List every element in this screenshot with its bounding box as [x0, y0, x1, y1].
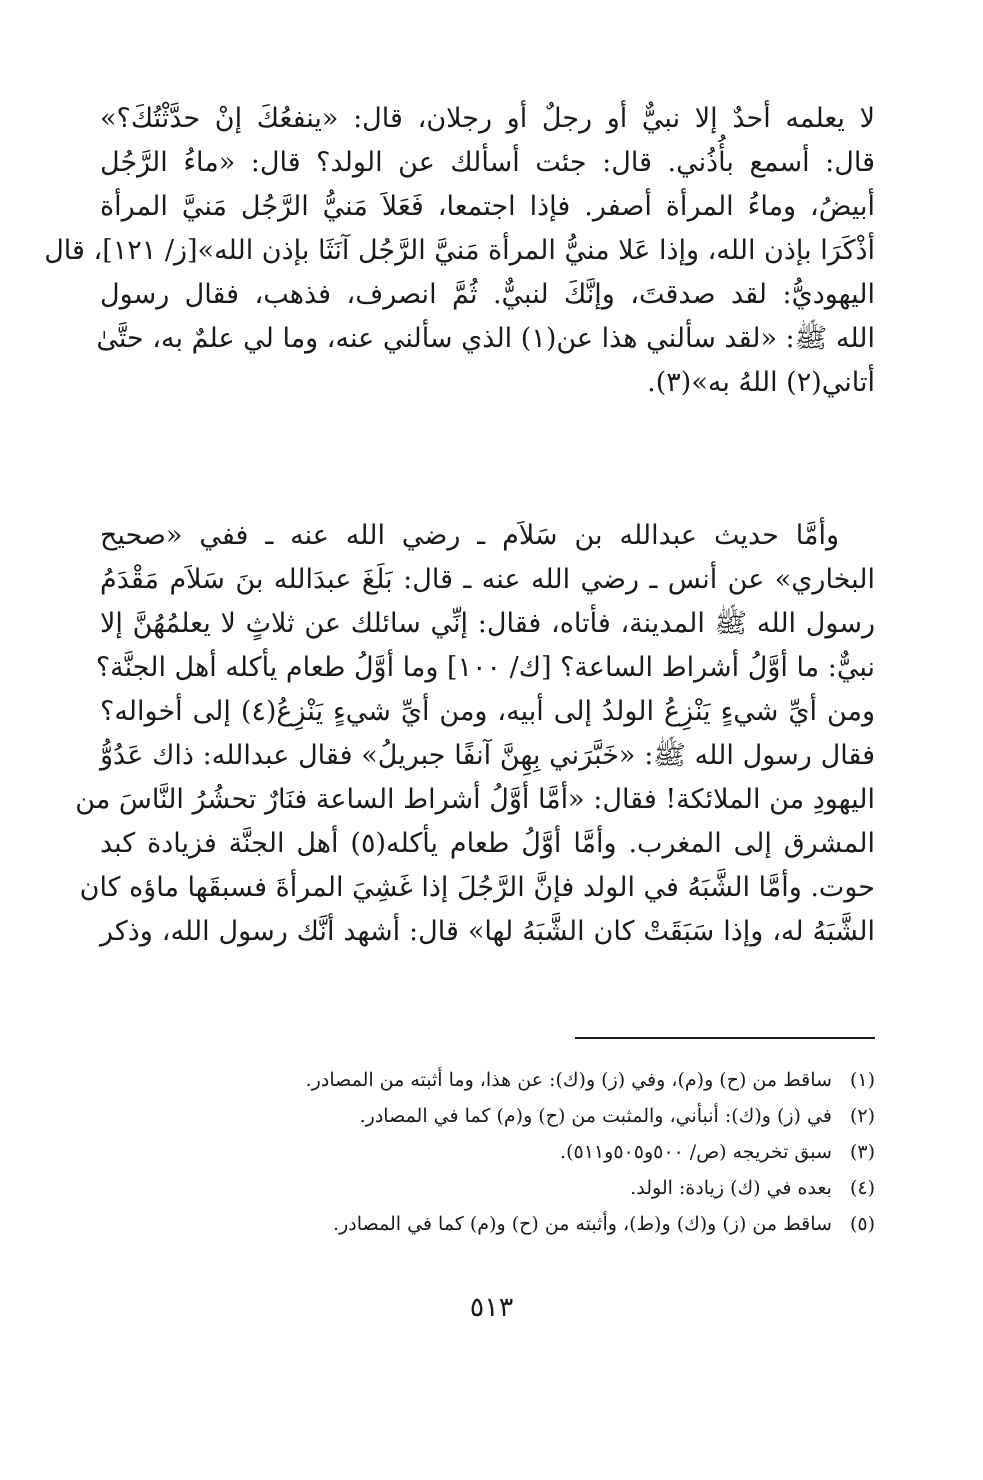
- text-line: الشَّبَهُ له، وإذا سَبَقَتْ كان الشَّبَهُ لها» قال: أشهد أنَّك رسول الله، وذكر: [100, 916, 875, 947]
- footnote-text: بعده في (ك) زيادة: الولد.: [630, 1177, 832, 1199]
- text-line: لا يعلمه أحدٌ إلا نبيٌّ أو رجلٌ أو رجلان، قال: «ينفعُكَ إنْ حدَّثْتُكَ؟»: [100, 103, 875, 134]
- footnote: [140, 1206, 875, 1242]
- text-line: أتاني(٢) اللهُ به»(٣).: [647, 367, 875, 398]
- footnote-number: (٥): [849, 1213, 875, 1235]
- footnote-text: في (ز) و(ك): أنبأني، والمثبت من (ح) و(م) كما في المصادر.: [359, 1105, 832, 1127]
- footnote-text: سبق تخريجه (ص/ ٥٠٠و٥٠٥و٥١١).: [560, 1141, 832, 1163]
- text-line: قال: أسمع بأُذُني. قال: جئت أسألك عن الولد؟ قال: «ماءُ الرَّجُل: [100, 147, 875, 178]
- text-line: اليهوديُّ: لقد صدقتَ، وإنَّكَ لنبيٌّ. ثُمَّ انصرف، فذهب، فقال رسول: [100, 279, 875, 310]
- footnote-separator: [575, 1037, 875, 1039]
- footnotes: [140, 1062, 875, 1242]
- text-line: البخاري» عن أنس ـ رضي الله عنه ـ قال: بَلَغَ عبدَالله بنَ سَلاَم مَقْدَمُ: [100, 564, 875, 595]
- footnote: [140, 1062, 875, 1098]
- footnote: [140, 1170, 875, 1206]
- footnote: [140, 1134, 875, 1170]
- footnote-text: ساقط من (ح) و(م)، وفي (ز) و(ك): عن هذا، وما أثبته من المصادر.: [305, 1069, 832, 1091]
- text-line: حوت. وأمَّا الشَّبَهُ في الولد فإنَّ الرَّجُلَ إذا غَشِيَ المرأةَ فسبقَها ماؤه كان: [79, 872, 875, 903]
- paragraph-2: [75, 514, 875, 954]
- footnote-number: (١): [849, 1069, 875, 1091]
- text-line: فقال رسول الله ﷺ: «خَبَّرَني بِهِنَّ آنفًا جبريلُ» فقال عبدالله: ذاك عَدُوُّ: [100, 740, 875, 771]
- text-line: وأمَّا حديث عبدالله بن سَلاَم ـ رضي الله عنه ـ ففي «صحيح: [100, 520, 839, 551]
- footnote-text: ساقط من (ز) و(ك) و(ط)، وأثبته من (ح) و(م) كما في المصادر.: [333, 1213, 832, 1235]
- page-number: ٥١٣: [469, 1292, 514, 1323]
- text-line: ومن أيِّ شيءٍ يَنْزِعُ الولدُ إلى أبيه، ومن أيِّ شيءٍ يَنْزِعُ(٤) إلى أخواله؟: [100, 696, 875, 727]
- text-line: الله ﷺ: «لقد سألني هذا عن(١) الذي سألني عنه، وما لي علمٌ به، حتَّىٰ: [96, 323, 875, 354]
- text-line: المشرق إلى المغرب. وأمَّا أوَّلُ طعام يأكله(٥) أهل الجنَّة فزيادة كبد: [100, 828, 875, 859]
- text-line: أذْكَرَا بإذن الله، وإذا عَلا منيُّ المرأة مَنيَّ الرَّجُل آنَثَا بإذن الله»[ز/ ١٢١]، قال: [44, 235, 875, 266]
- footnote-number: (٢): [849, 1105, 875, 1127]
- text-line: اليهودِ من الملائكة! فقال: «أمَّا أوَّلُ أشراط الساعة فنَارٌ تحشُرُ النَّاسَ من: [75, 784, 875, 815]
- footnote-number: (٤): [849, 1177, 875, 1199]
- footnote: [140, 1098, 875, 1134]
- text-line: رسول الله ﷺ المدينة، فأتاه، فقال: إنِّي سائلك عن ثلاثٍ لا يعلمُهُنَّ إلا: [100, 608, 875, 639]
- footnote-number: (٣): [849, 1141, 875, 1163]
- paragraph-1: [44, 97, 875, 405]
- text-line: نبيٌّ: ما أوَّلُ أشراط الساعة؟ [ك/ ١٠٠] وما أوَّلُ طعام يأكله أهل الجنَّة؟: [95, 652, 875, 683]
- text-line: أبيضُ، وماءُ المرأة أصفر. فإذا اجتمعا، فَعَلاَ مَنيُّ الرَّجُل مَنيَّ المرأة: [100, 191, 875, 222]
